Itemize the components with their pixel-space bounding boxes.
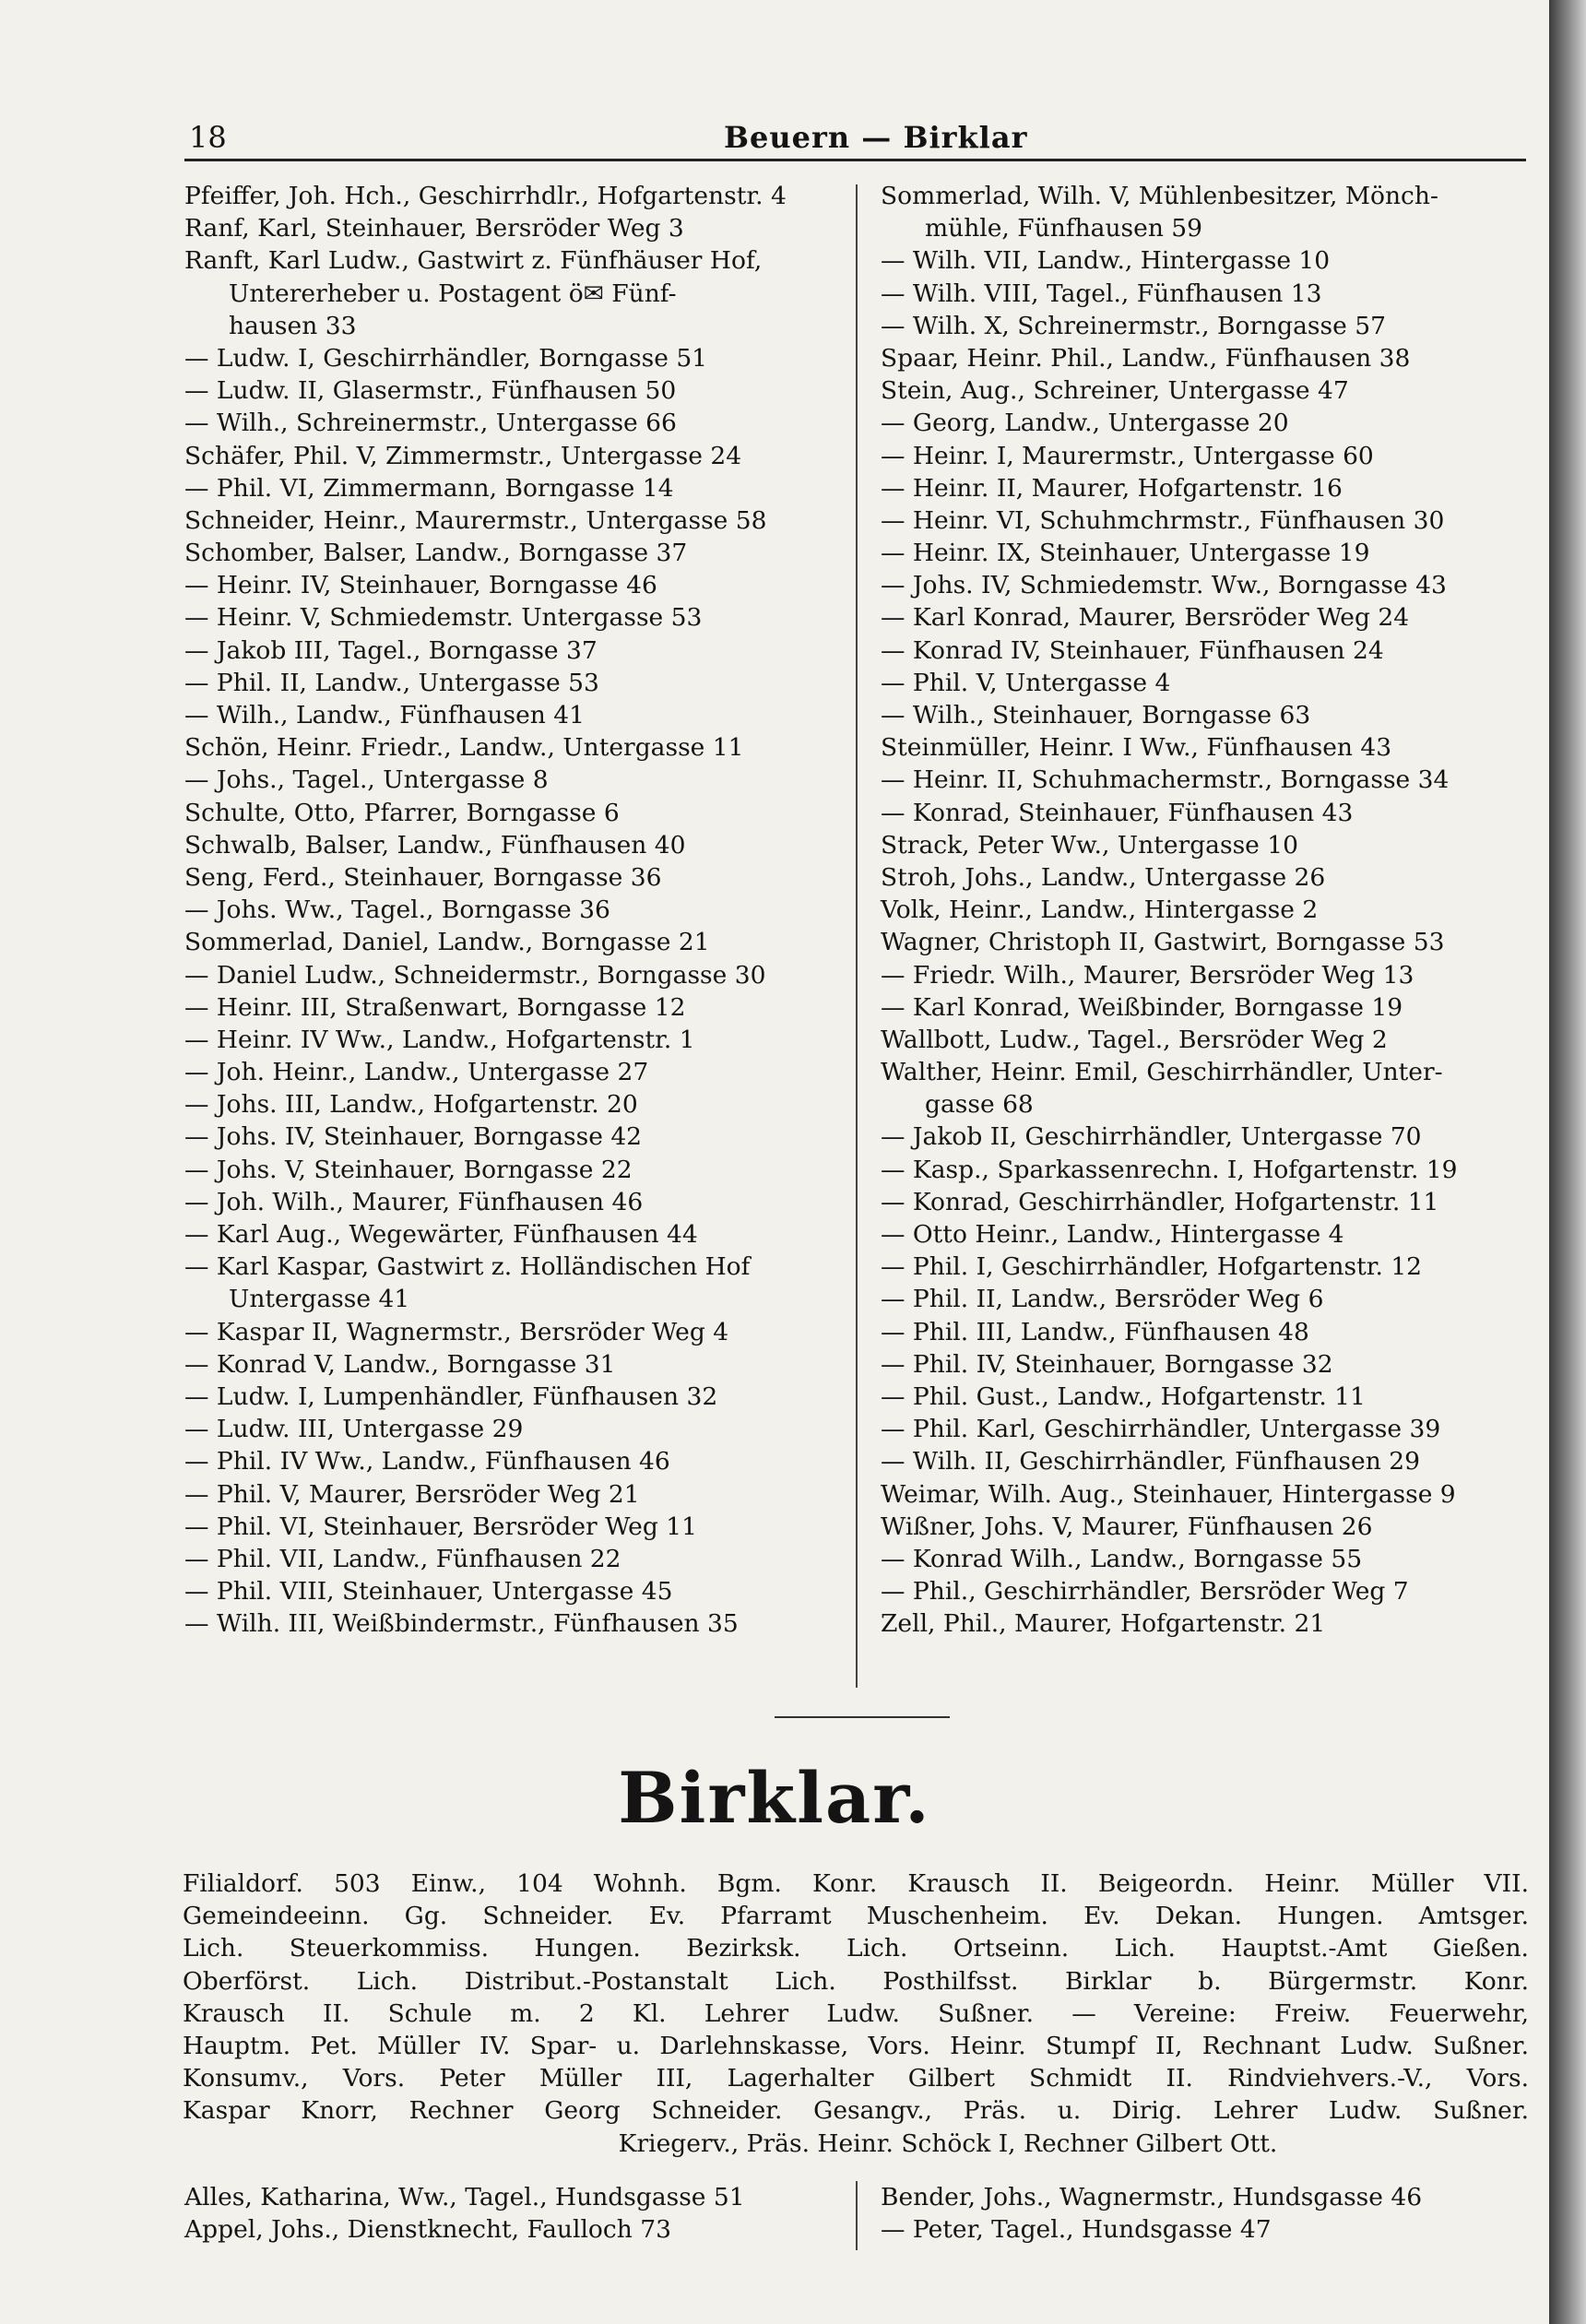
directory-entry: — Joh. Heinr., Landw., Untergasse 27 bbox=[184, 1058, 649, 1087]
directory-entry: — Heinr. V, Schmiedemstr. Untergasse 53 bbox=[184, 603, 703, 633]
directory-entry: Schäfer, Phil. V, Zimmermstr., Untergasse 24 bbox=[184, 441, 742, 470]
directory-entry: Schomber, Balser, Landw., Borngasse 37 bbox=[184, 539, 688, 568]
directory-entry: — Friedr. Wilh., Maurer, Bersröder Weg 13 bbox=[881, 960, 1414, 990]
page-edge bbox=[1549, 0, 1586, 2324]
directory-entry: — Peter, Tagel., Hundsgasse 47 bbox=[881, 2215, 1272, 2245]
column-divider-2 bbox=[856, 2181, 858, 2250]
directory-entry: — Daniel Ludw., Schneidermstr., Borngasse 30 bbox=[184, 960, 766, 990]
directory-entry: Bender, Johs., Wagnermstr., Hundsgasse 46 bbox=[881, 2183, 1423, 2211]
directory-entry: — Wilh. II, Geschirrhändler, Fünfhausen 29 bbox=[881, 1447, 1420, 1476]
directory-entry: — Heinr. II, Maurer, Hofgartenstr. 16 bbox=[881, 473, 1343, 503]
directory-entry: — Phil. I, Geschirrhändler, Hofgartenstr. 12 bbox=[881, 1252, 1423, 1282]
directory-entry: — Phil. II, Landw., Untergasse 53 bbox=[184, 668, 599, 697]
page-number: 18 bbox=[189, 120, 227, 155]
directory-entry: — Konrad Wilh., Landw., Borngasse 55 bbox=[881, 1544, 1363, 1573]
directory-entry: — Karl Konrad, Weißbinder, Borngasse 19 bbox=[881, 992, 1403, 1022]
directory-entry: Walther, Heinr. Emil, Geschirrhändler, Unter- bbox=[881, 1058, 1443, 1087]
directory-entry: — Konrad IV, Steinhauer, Fünfhausen 24 bbox=[881, 635, 1384, 665]
description-line: Krausch II. Schule m. 2 Kl. Lehrer Ludw. Sußner. — Vereine: Freiw. Feuerwehr, bbox=[183, 1998, 1529, 2028]
directory-entry: — Wilh., Landw., Fünfhausen 41 bbox=[184, 701, 585, 729]
directory-entry: Stroh, Johs., Landw., Untergasse 26 bbox=[881, 862, 1326, 892]
directory-entry: — Heinr. I, Maurermstr., Untergasse 60 bbox=[881, 441, 1374, 470]
directory-entry: — Heinr. IV, Steinhauer, Borngasse 46 bbox=[184, 571, 657, 600]
directory-entry: Wißner, Johs. V, Maurer, Fünfhausen 26 bbox=[881, 1512, 1373, 1541]
directory-entry: Steinmüller, Heinr. I Ww., Fünfhausen 43 bbox=[881, 733, 1392, 763]
directory-entry: — Johs. Ww., Tagel., Borngasse 36 bbox=[184, 895, 610, 925]
directory-entry: — Karl Konrad, Maurer, Bersröder Weg 24 bbox=[881, 603, 1410, 633]
directory-entry: — Wilh., Schreinermstr., Untergasse 66 bbox=[184, 409, 677, 438]
directory-entry: Spaar, Heinr. Phil., Landw., Fünfhausen 38 bbox=[881, 343, 1411, 373]
directory-entry: hausen 33 bbox=[229, 311, 357, 340]
directory-entry: Schneider, Heinr., Maurermstr., Untergasse 58 bbox=[184, 505, 767, 535]
directory-entry: gasse 68 bbox=[925, 1090, 1034, 1120]
directory-entry: Untergasse 41 bbox=[229, 1285, 410, 1314]
description-line: Filialdorf. 503 Einw., 104 Wohnh. Bgm. Konr. Krausch II. Beigeordn. Heinr. Müller VII. bbox=[183, 1869, 1529, 1898]
directory-entry: — Konrad V, Landw., Borngasse 31 bbox=[184, 1349, 616, 1379]
left-column bbox=[184, 180, 848, 1640]
directory-entry: Appel, Johs., Dienstknecht, Faulloch 73 bbox=[184, 2215, 671, 2245]
description-line: Oberförst. Lich. Distribut.-Postanstalt Lich. Posthilfsst. Birklar b. Bürgermstr. Konr. bbox=[183, 1966, 1529, 1996]
directory-entry: — Phil. IV Ww., Landw., Fünfhausen 46 bbox=[184, 1447, 670, 1476]
directory-entry: Zell, Phil., Maurer, Hofgartenstr. 21 bbox=[881, 1609, 1326, 1639]
directory-entry: Schwalb, Balser, Landw., Fünfhausen 40 bbox=[184, 830, 686, 860]
directory-entry: — Johs. V, Steinhauer, Borngasse 22 bbox=[184, 1155, 633, 1184]
village-description bbox=[183, 1868, 1529, 2160]
directory-entry: — Georg, Landw., Untergasse 20 bbox=[881, 409, 1289, 438]
directory-entry: — Phil. VIII, Steinhauer, Untergasse 45 bbox=[184, 1577, 673, 1607]
directory-entry: — Phil. V, Untergasse 4 bbox=[881, 668, 1171, 697]
directory-entry: — Ludw. I, Lumpenhändler, Fünfhausen 32 bbox=[184, 1381, 718, 1411]
directory-entry: — Wilh., Steinhauer, Borngasse 63 bbox=[881, 701, 1311, 729]
directory-entry: Ranf, Karl, Steinhauer, Bersröder Weg 3 bbox=[184, 214, 684, 243]
directory-entry: — Jakob III, Tagel., Borngasse 37 bbox=[184, 635, 598, 665]
directory-entry: — Ludw. I, Geschirrhändler, Borngasse 51 bbox=[184, 343, 708, 373]
directory-entry: Alles, Katharina, Ww., Tagel., Hundsgasse 51 bbox=[184, 2183, 745, 2211]
description-line: Lich. Steuerkommiss. Hungen. Bezirksk. Lich. Ortseinn. Lich. Hauptst.-Amt Gießen. bbox=[183, 1934, 1529, 1963]
directory-entry: — Wilh. VIII, Tagel., Fünfhausen 13 bbox=[881, 279, 1322, 308]
directory-entry: mühle, Fünfhausen 59 bbox=[925, 214, 1203, 243]
directory-entry: Strack, Peter Ww., Untergasse 10 bbox=[881, 830, 1298, 860]
directory-entry: — Otto Heinr., Landw., Hintergasse 4 bbox=[881, 1220, 1344, 1249]
description-line: Hauptm. Pet. Müller IV. Spar- u. Darlehnskasse, Vors. Heinr. Stumpf II, Rechnant Ludw. Sußner. bbox=[183, 2031, 1529, 2060]
section-title: Birklar. bbox=[618, 1757, 931, 1839]
header-rule bbox=[184, 159, 1526, 161]
right-column bbox=[881, 180, 1545, 1640]
description-line: Gemeindeeinn. Gg. Schneider. Ev. Pfarramt Muschenheim. Ev. Dekan. Hungen. Amtsger. bbox=[183, 1902, 1529, 1931]
directory-entry: — Karl Kaspar, Gastwirt z. Holländischen Hof bbox=[184, 1252, 751, 1282]
directory-entry: — Wilh. III, Weißbindermstr., Fünfhausen 35 bbox=[184, 1609, 739, 1639]
directory-entry: — Wilh. X, Schreinermstr., Borngasse 57 bbox=[881, 311, 1386, 340]
directory-entry: Seng, Ferd., Steinhauer, Borngasse 36 bbox=[184, 862, 662, 892]
directory-entry: — Heinr. II, Schuhmachermstr., Borngasse 34 bbox=[881, 765, 1450, 795]
running-title: Beuern — Birklar bbox=[724, 120, 1028, 155]
directory-entry: Untererheber u. Postagent ö✉ Fünf- bbox=[229, 279, 677, 308]
directory-entry: — Phil. IV, Steinhauer, Borngasse 32 bbox=[881, 1349, 1333, 1379]
directory-entry: Stein, Aug., Schreiner, Untergasse 47 bbox=[881, 376, 1349, 406]
directory-entry: Volk, Heinr., Landw., Hintergasse 2 bbox=[881, 895, 1319, 925]
directory-entry: — Wilh. VII, Landw., Hintergasse 10 bbox=[881, 246, 1331, 276]
directory-entry: — Phil., Geschirrhändler, Bersröder Weg 7 bbox=[881, 1577, 1409, 1607]
description-line: Kriegerv., Präs. Heinr. Schöck I, Rechner Gilbert Ott. bbox=[618, 2128, 1278, 2158]
directory-entry: — Karl Aug., Wegewärter, Fünfhausen 44 bbox=[184, 1220, 698, 1249]
directory-entry: Sommerlad, Wilh. V, Mühlenbesitzer, Mönch- bbox=[881, 182, 1438, 210]
directory-entry: — Jakob II, Geschirrhändler, Untergasse 70 bbox=[881, 1122, 1422, 1152]
directory-entry: — Phil. Gust., Landw., Hofgartenstr. 11 bbox=[881, 1381, 1366, 1411]
directory-entry: — Heinr. VI, Schuhmchrmstr., Fünfhausen 30 bbox=[881, 505, 1445, 535]
directory-entry: — Joh. Wilh., Maurer, Fünfhausen 46 bbox=[184, 1187, 644, 1216]
column-divider bbox=[856, 184, 858, 1688]
directory-entry: — Ludw. II, Glasermstr., Fünfhausen 50 bbox=[184, 376, 677, 406]
directory-entry: — Phil. VI, Steinhauer, Bersröder Weg 11 bbox=[184, 1512, 697, 1541]
directory-entry: — Ludw. III, Untergasse 29 bbox=[184, 1415, 524, 1444]
directory-entry: — Phil. III, Landw., Fünfhausen 48 bbox=[881, 1317, 1309, 1346]
directory-entry: — Kaspar II, Wagnermstr., Bersröder Weg 4 bbox=[184, 1317, 729, 1346]
directory-entry: — Heinr. III, Straßenwart, Borngasse 12 bbox=[184, 992, 686, 1022]
directory-entry: — Johs., Tagel., Untergasse 8 bbox=[184, 765, 549, 795]
directory-entry: — Konrad, Steinhauer, Fünfhausen 43 bbox=[881, 798, 1354, 827]
directory-entry: Weimar, Wilh. Aug., Steinhauer, Hintergasse 9 bbox=[881, 1479, 1456, 1509]
directory-entry: — Kasp., Sparkassenrechn. I, Hofgartenstr. 19 bbox=[881, 1155, 1458, 1184]
directory-entry: Ranft, Karl Ludw., Gastwirt z. Fünfhäuser Hof, bbox=[184, 246, 763, 276]
description-line: Kaspar Knorr, Rechner Georg Schneider. Gesangv., Präs. u. Dirig. Lehrer Ludw. Sußner. bbox=[183, 2096, 1529, 2126]
directory-entry: — Phil. Karl, Geschirrhändler, Untergasse 39 bbox=[881, 1415, 1441, 1444]
directory-entry: Schön, Heinr. Friedr., Landw., Untergasse 11 bbox=[184, 733, 744, 763]
directory-entry: — Phil. II, Landw., Bersröder Weg 6 bbox=[881, 1285, 1324, 1314]
directory-entry: — Phil. V, Maurer, Bersröder Weg 21 bbox=[184, 1479, 640, 1509]
directory-entry: — Heinr. IX, Steinhauer, Untergasse 19 bbox=[881, 539, 1370, 568]
directory-entry: — Konrad, Geschirrhändler, Hofgartenstr. 11 bbox=[881, 1187, 1439, 1216]
directory-entry: — Heinr. IV Ww., Landw., Hofgartenstr. 1 bbox=[184, 1025, 695, 1054]
birklar-left-column bbox=[184, 2181, 848, 2246]
directory-entry: Pfeiffer, Joh. Hch., Geschirrhdlr., Hofgartenstr. 4 bbox=[184, 182, 787, 210]
directory-entry: Wallbott, Ludw., Tagel., Bersröder Weg 2 bbox=[881, 1025, 1388, 1054]
directory-entry: — Johs. III, Landw., Hofgartenstr. 20 bbox=[184, 1090, 638, 1120]
section-rule bbox=[775, 1716, 950, 1718]
directory-entry: — Phil. VII, Landw., Fünfhausen 22 bbox=[184, 1544, 621, 1573]
directory-entry: — Johs. IV, Schmiedemstr. Ww., Borngasse 43 bbox=[881, 571, 1447, 600]
directory-entry: — Johs. IV, Steinhauer, Borngasse 42 bbox=[184, 1122, 643, 1152]
directory-entry: Schulte, Otto, Pfarrer, Borngasse 6 bbox=[184, 798, 620, 827]
birklar-right-column bbox=[881, 2181, 1545, 2246]
directory-entry: Wagner, Christoph II, Gastwirt, Borngasse 53 bbox=[881, 928, 1445, 957]
description-line: Konsumv., Vors. Peter Müller III, Lagerhalter Gilbert Schmidt II. Rindviehvers.-V., Vors. bbox=[183, 2064, 1529, 2093]
directory-entry: Sommerlad, Daniel, Landw., Borngasse 21 bbox=[184, 928, 710, 957]
directory-entry: — Phil. VI, Zimmermann, Borngasse 14 bbox=[184, 473, 674, 503]
